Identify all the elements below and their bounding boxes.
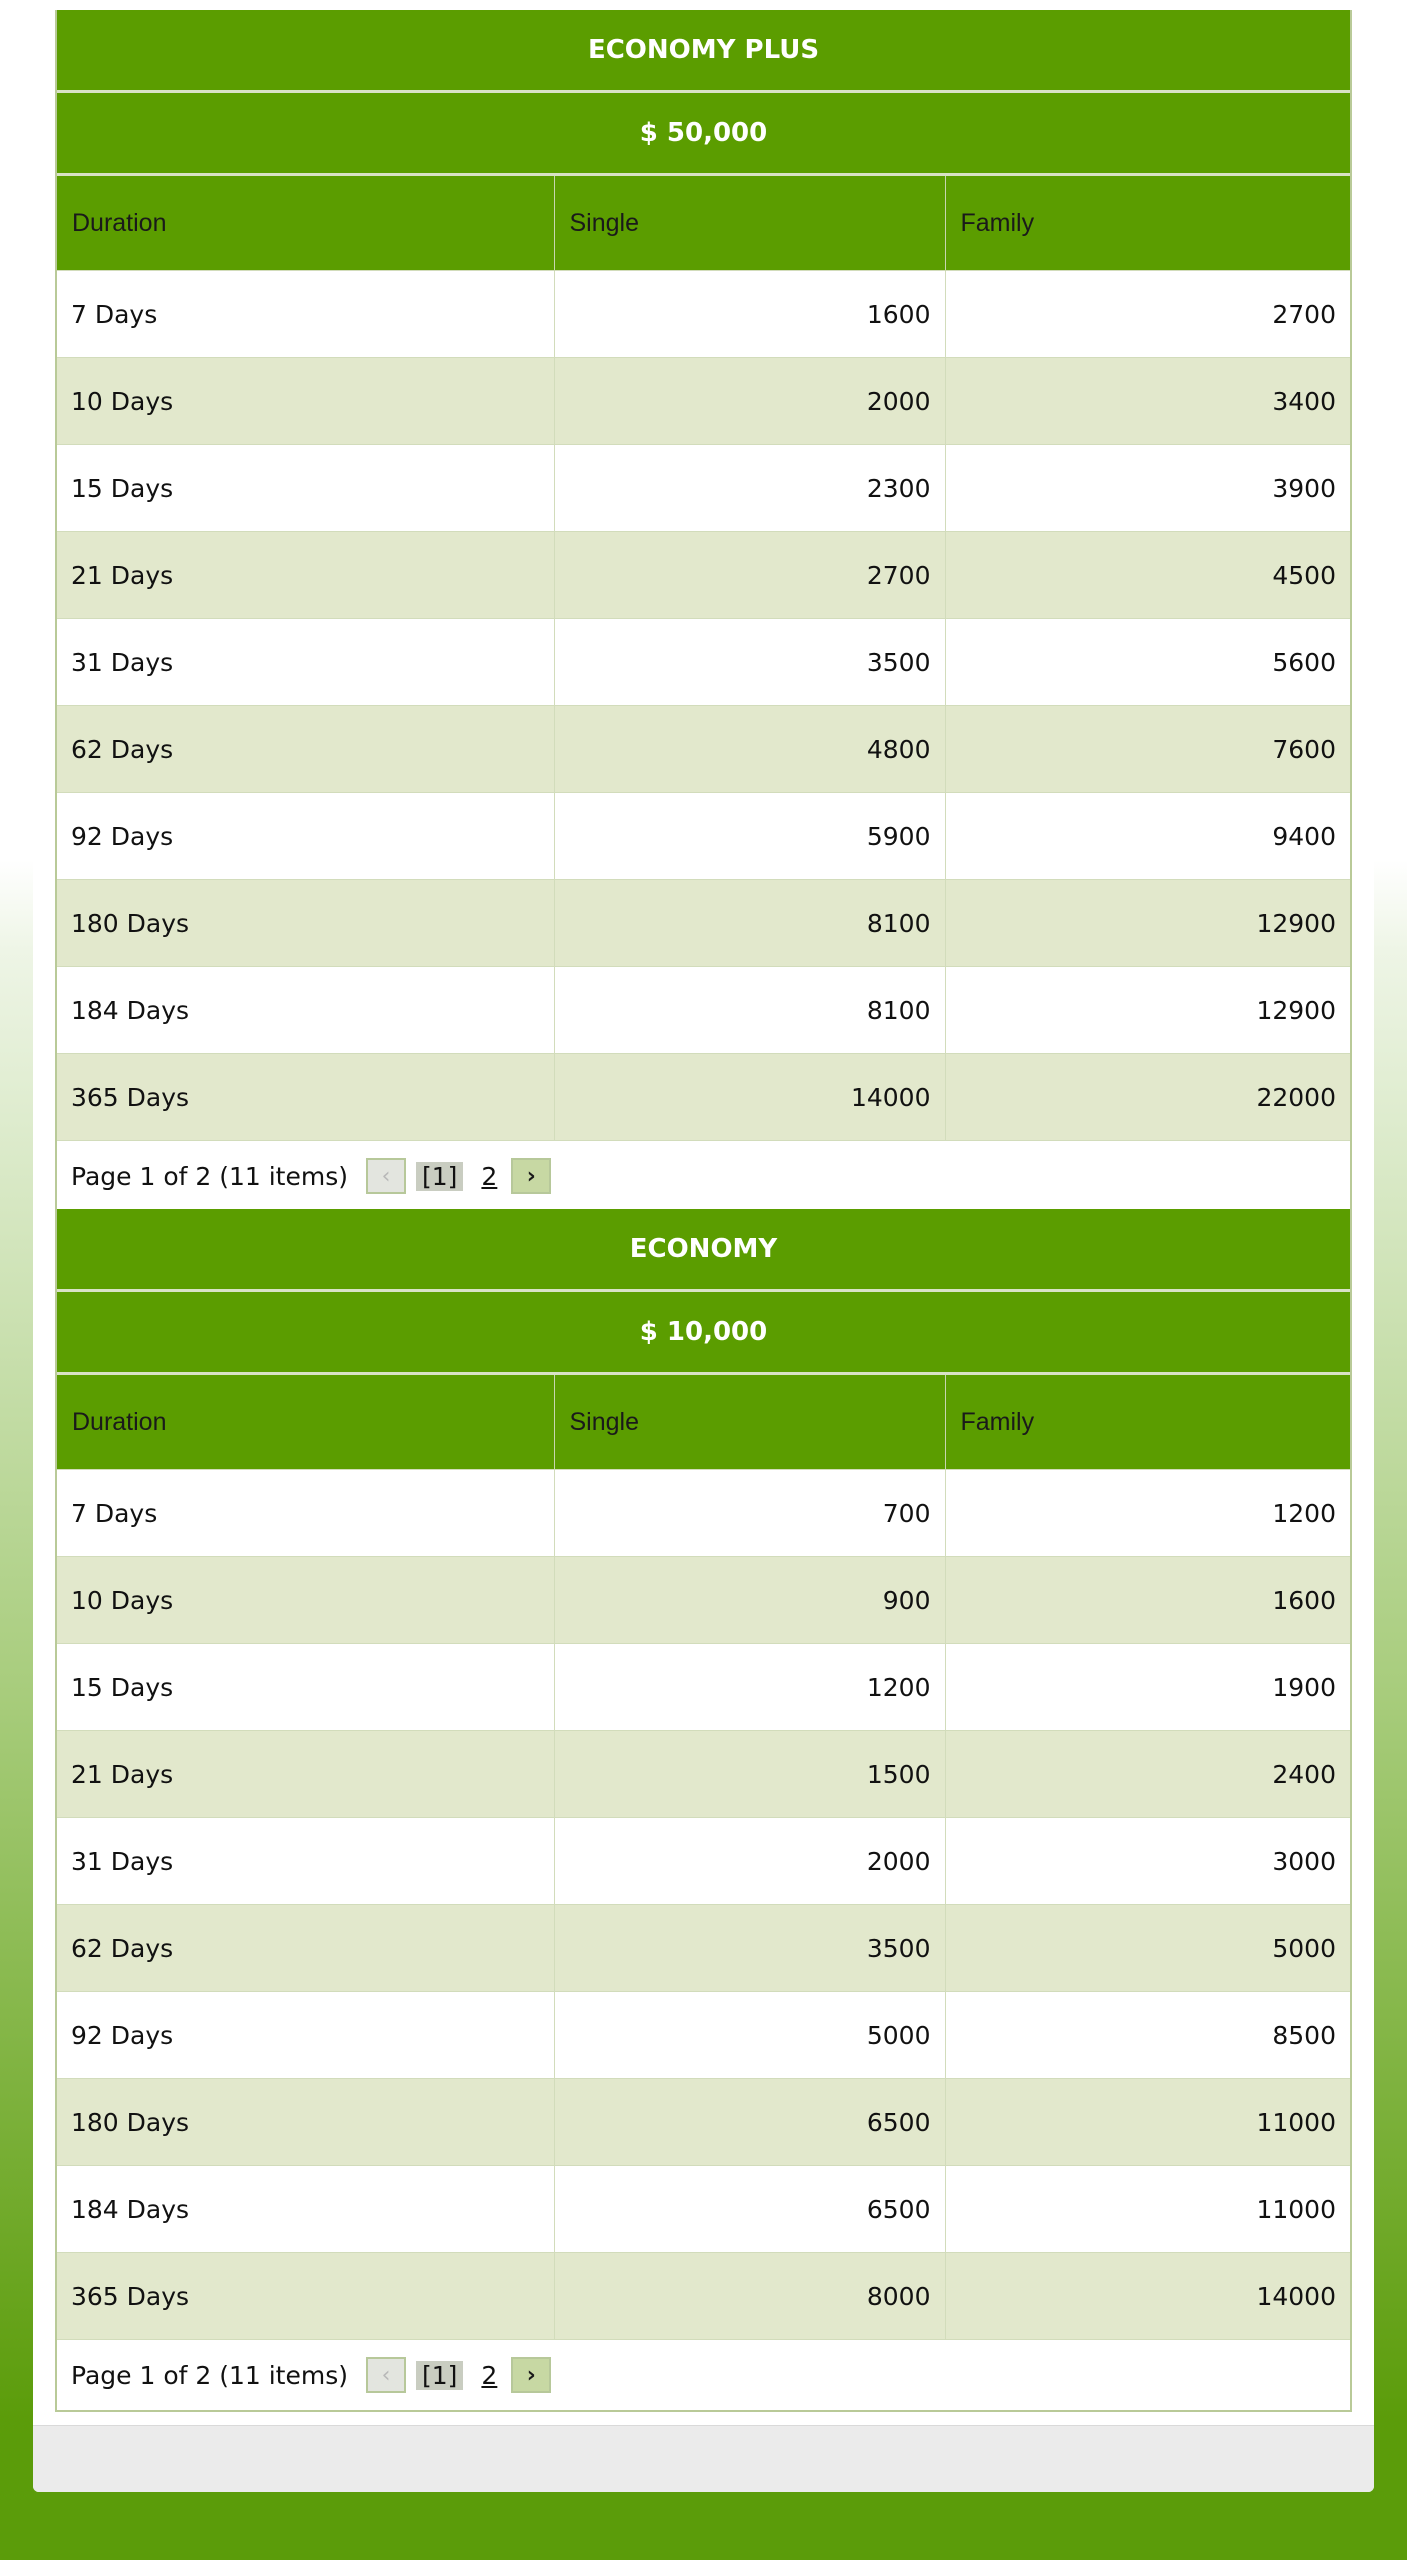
table-row [57, 445, 1350, 532]
table-row [57, 271, 1350, 358]
table-row [57, 2253, 1350, 2340]
column-header-duration[interactable]: Duration [57, 176, 554, 271]
cell-duration: 180 Days [57, 2079, 554, 2166]
table-row [57, 1557, 1350, 1644]
chevron-right-icon[interactable]: › [511, 2357, 551, 2393]
column-header-duration[interactable]: Duration [57, 1375, 554, 1470]
cell-family: 5000 [945, 1905, 1350, 1992]
table-row [57, 1731, 1350, 1818]
cell-family: 3400 [945, 358, 1350, 445]
panel-footer [33, 2425, 1374, 2492]
cell-duration: 10 Days [57, 358, 554, 445]
cell-single: 14000 [554, 1054, 945, 1141]
cell-single: 8000 [554, 2253, 945, 2340]
cell-family: 22000 [945, 1054, 1350, 1141]
cell-duration: 15 Days [57, 1644, 554, 1731]
cell-family: 8500 [945, 1992, 1350, 2079]
cell-family: 11000 [945, 2166, 1350, 2253]
pager-current-page: [1] [416, 1162, 463, 1191]
cell-duration: 62 Days [57, 1905, 554, 1992]
table-row [57, 2166, 1350, 2253]
cell-single: 5000 [554, 1992, 945, 2079]
plan-table-economy [55, 1209, 1352, 2412]
table-row [57, 2079, 1350, 2166]
table-row [57, 880, 1350, 967]
plan-coverage: $ 10,000 [57, 1292, 1350, 1375]
cell-duration: 15 Days [57, 445, 554, 532]
table-row [57, 619, 1350, 706]
table-row [57, 532, 1350, 619]
cell-single: 3500 [554, 1905, 945, 1992]
cell-duration: 7 Days [57, 271, 554, 358]
cell-duration: 365 Days [57, 1054, 554, 1141]
pager-info: Page 1 of 2 (11 items) [71, 2360, 348, 2390]
cell-duration: 180 Days [57, 880, 554, 967]
cell-single: 2700 [554, 532, 945, 619]
pager-current-page: [1] [416, 2361, 463, 2390]
cell-single: 1600 [554, 271, 945, 358]
pager-page-link[interactable]: 2 [481, 2360, 498, 2390]
cell-duration: 184 Days [57, 967, 554, 1054]
table-row [57, 1644, 1350, 1731]
chevron-left-icon[interactable]: ‹ [366, 2357, 406, 2393]
rates-grid [57, 1375, 1350, 2339]
table-row [57, 1905, 1350, 1992]
cell-single: 8100 [554, 880, 945, 967]
cell-single: 1200 [554, 1644, 945, 1731]
pager-page-link[interactable]: 2 [481, 1161, 498, 1191]
pager-info: Page 1 of 2 (11 items) [71, 1161, 348, 1191]
cell-duration: 10 Days [57, 1557, 554, 1644]
cell-single: 6500 [554, 2166, 945, 2253]
cell-family: 4500 [945, 532, 1350, 619]
table-row [57, 967, 1350, 1054]
cell-single: 4800 [554, 706, 945, 793]
cell-duration: 21 Days [57, 532, 554, 619]
cell-single: 3500 [554, 619, 945, 706]
table-row [57, 793, 1350, 880]
cell-single: 2000 [554, 1818, 945, 1905]
cell-family: 12900 [945, 880, 1350, 967]
column-header-single[interactable]: Single [554, 176, 945, 271]
cell-family: 1600 [945, 1557, 1350, 1644]
cell-duration: 62 Days [57, 706, 554, 793]
column-header-family[interactable]: Family [945, 176, 1350, 271]
cell-duration: 365 Days [57, 2253, 554, 2340]
cell-single: 2300 [554, 445, 945, 532]
plan-coverage: $ 50,000 [57, 93, 1350, 176]
cell-duration: 92 Days [57, 793, 554, 880]
cell-single: 2000 [554, 358, 945, 445]
cell-family: 9400 [945, 793, 1350, 880]
plan-title: ECONOMY PLUS [57, 10, 1350, 93]
cell-family: 3000 [945, 1818, 1350, 1905]
plan-table-economy-plus [55, 10, 1352, 1213]
cell-single: 900 [554, 1557, 945, 1644]
cell-family: 12900 [945, 967, 1350, 1054]
pager [57, 1140, 1350, 1211]
pager [57, 2339, 1350, 2410]
cell-family: 1900 [945, 1644, 1350, 1731]
plan-title: ECONOMY [57, 1209, 1350, 1292]
table-row [57, 358, 1350, 445]
cell-family: 11000 [945, 2079, 1350, 2166]
cell-duration: 21 Days [57, 1731, 554, 1818]
table-row [57, 1992, 1350, 2079]
header-row [57, 176, 1350, 271]
cell-family: 3900 [945, 445, 1350, 532]
column-header-family[interactable]: Family [945, 1375, 1350, 1470]
cell-family: 5600 [945, 619, 1350, 706]
column-header-single[interactable]: Single [554, 1375, 945, 1470]
cell-duration: 31 Days [57, 1818, 554, 1905]
cell-duration: 7 Days [57, 1470, 554, 1557]
header-row [57, 1375, 1350, 1470]
cell-single: 5900 [554, 793, 945, 880]
cell-family: 2700 [945, 271, 1350, 358]
cell-family: 2400 [945, 1731, 1350, 1818]
table-row [57, 706, 1350, 793]
cell-duration: 92 Days [57, 1992, 554, 2079]
cell-single: 1500 [554, 1731, 945, 1818]
table-row [57, 1818, 1350, 1905]
cell-family: 1200 [945, 1470, 1350, 1557]
cell-single: 700 [554, 1470, 945, 1557]
chevron-left-icon[interactable]: ‹ [366, 1158, 406, 1194]
cell-duration: 31 Days [57, 619, 554, 706]
rates-grid [57, 176, 1350, 1140]
table-row [57, 1054, 1350, 1141]
cell-duration: 184 Days [57, 2166, 554, 2253]
cell-single: 6500 [554, 2079, 945, 2166]
cell-single: 8100 [554, 967, 945, 1054]
cell-family: 7600 [945, 706, 1350, 793]
chevron-right-icon[interactable]: › [511, 1158, 551, 1194]
cell-family: 14000 [945, 2253, 1350, 2340]
table-row [57, 1470, 1350, 1557]
